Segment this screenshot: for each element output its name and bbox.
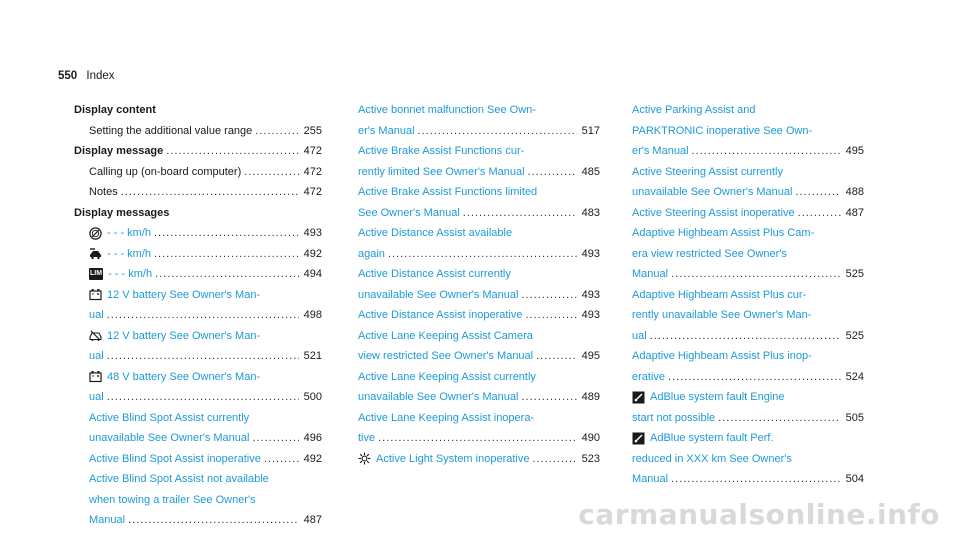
- watermark: carmanualsonline.info: [578, 498, 940, 531]
- index-entry-continued[interactable]: unavailable See Owner's Manual ..... 489: [358, 387, 600, 408]
- index-heading: Display messages: [74, 206, 170, 219]
- index-entry[interactable]: Active Brake Assist Functions limited: [358, 186, 538, 198]
- index-column-1: [74, 100, 322, 531]
- light-system-icon: [358, 452, 371, 465]
- index-column-2: [358, 100, 600, 469]
- index-entry-continued[interactable]: era view restricted See Owner's: [632, 247, 787, 260]
- index-entry[interactable]: AdBlue system fault Perf.: [632, 428, 864, 449]
- index-entry[interactable]: 48 V battery See Owner's Man-: [74, 367, 322, 388]
- adblue-icon: [632, 391, 645, 404]
- index-entry[interactable]: Active Lane Keeping Assist currently: [358, 370, 536, 383]
- index-entry-continued[interactable]: reduced in XXX km See Owner's: [632, 452, 792, 465]
- battery-icon: [89, 288, 102, 301]
- index-entry[interactable]: 12 V battery See Owner's Man-: [74, 326, 322, 347]
- index-entry[interactable]: Active Steering Assist inoperative ..... 487: [632, 203, 864, 224]
- index-entry[interactable]: 12 V battery See Owner's Man-: [74, 285, 322, 306]
- index-entry-continued[interactable]: See Owner's Manual ..... 483: [358, 203, 600, 224]
- index-entry[interactable]: LIM - - - km/h ..... 494: [74, 264, 322, 285]
- index-entry-continued[interactable]: ual ..... 525: [632, 326, 864, 347]
- index-entry[interactable]: Active Blind Spot Assist currently: [89, 411, 250, 424]
- index-entry-continued[interactable]: erative ..... 524: [632, 367, 864, 388]
- index-entry-continued[interactable]: ual ..... 521: [74, 346, 322, 367]
- index-entry-continued[interactable]: Manual ..... 487: [74, 510, 322, 531]
- index-heading: Display content: [74, 104, 156, 116]
- speed-limit-icon: [89, 227, 102, 240]
- index-entry[interactable]: Active Blind Spot Assist not available: [89, 473, 269, 485]
- index-entry[interactable]: Active Distance Assist inoperative ..... 493: [358, 305, 600, 326]
- index-entry[interactable]: Active Distance Assist available: [358, 227, 513, 239]
- index-entry[interactable]: Active Distance Assist currently: [358, 268, 511, 280]
- index-entry[interactable]: - - - km/h ..... 492: [74, 244, 322, 265]
- adblue-icon: [632, 432, 645, 445]
- page-header: [58, 70, 115, 82]
- index-entry-continued[interactable]: view restricted See Owner's Manual ..... 495: [358, 346, 600, 367]
- index-entry-continued[interactable]: er's Manual ..... 495: [632, 141, 864, 162]
- cruise-control-icon: [89, 247, 102, 260]
- index-column-3: [632, 100, 864, 490]
- index-entry[interactable]: Notes ..... 472: [74, 182, 322, 203]
- index-entry[interactable]: Active Light System inoperative ..... 523: [358, 449, 600, 470]
- battery-icon: [89, 370, 102, 383]
- index-entry[interactable]: Adaptive Highbeam Assist Plus Cam-: [632, 227, 815, 239]
- index-entry-continued[interactable]: start not possible ..... 505: [632, 408, 864, 429]
- limiter-icon: LIM: [89, 268, 103, 280]
- index-heading[interactable]: Display message ..... 472: [74, 141, 322, 162]
- index-entry[interactable]: Calling up (on-board computer) ..... 472: [74, 162, 322, 183]
- index-entry-continued[interactable]: unavailable See Owner's Manual ..... 493: [358, 285, 600, 306]
- index-entry-continued[interactable]: tive ..... 490: [358, 428, 600, 449]
- index-entry-continued[interactable]: rently unavailable See Owner's Man-: [632, 309, 812, 321]
- index-entry[interactable]: Active Lane Keeping Assist inopera-: [358, 411, 535, 424]
- index-entry[interactable]: AdBlue system fault Engine: [632, 387, 864, 408]
- index-entry[interactable]: Setting the additional value range ..... 255: [74, 121, 322, 142]
- index-entry[interactable]: Adaptive Highbeam Assist Plus cur-: [632, 288, 807, 301]
- index-entry[interactable]: Active Lane Keeping Assist Camera: [358, 329, 533, 342]
- index-entry[interactable]: Active bonnet malfunction See Own-: [358, 104, 536, 116]
- index-entry[interactable]: Active Blind Spot Assist inoperative ..... 492: [74, 449, 322, 470]
- index-entry-continued[interactable]: unavailable See Owner's Manual ..... 496: [74, 428, 322, 449]
- section-title: Index: [86, 70, 115, 82]
- index-entry[interactable]: Active Steering Assist currently: [632, 165, 784, 178]
- index-entry-continued[interactable]: ual ..... 498: [74, 305, 322, 326]
- car-battery-icon: [89, 329, 102, 342]
- index-entry-continued[interactable]: when towing a trailer See Owner's: [89, 493, 256, 506]
- index-entry[interactable]: Adaptive Highbeam Assist Plus inop-: [632, 350, 812, 362]
- index-entry[interactable]: Active Brake Assist Functions cur-: [358, 145, 525, 157]
- index-entry[interactable]: - - - km/h ..... 493: [74, 223, 322, 244]
- page-number: 550: [58, 70, 78, 82]
- index-entry-continued[interactable]: PARKTRONIC inoperative See Own-: [632, 124, 813, 137]
- index-entry-continued[interactable]: Manual ..... 525: [632, 264, 864, 285]
- index-entry-continued[interactable]: er's Manual ..... 517: [358, 121, 600, 142]
- index-entry[interactable]: Active Parking Assist and: [632, 104, 756, 116]
- index-entry-continued[interactable]: rently limited See Owner's Manual ..... 485: [358, 162, 600, 183]
- index-entry-continued[interactable]: again ..... 493: [358, 244, 600, 265]
- index-entry-continued[interactable]: ual ..... 500: [74, 387, 322, 408]
- index-entry-continued[interactable]: unavailable See Owner's Manual ..... 488: [632, 182, 864, 203]
- index-entry-continued[interactable]: Manual ..... 504: [632, 469, 864, 490]
